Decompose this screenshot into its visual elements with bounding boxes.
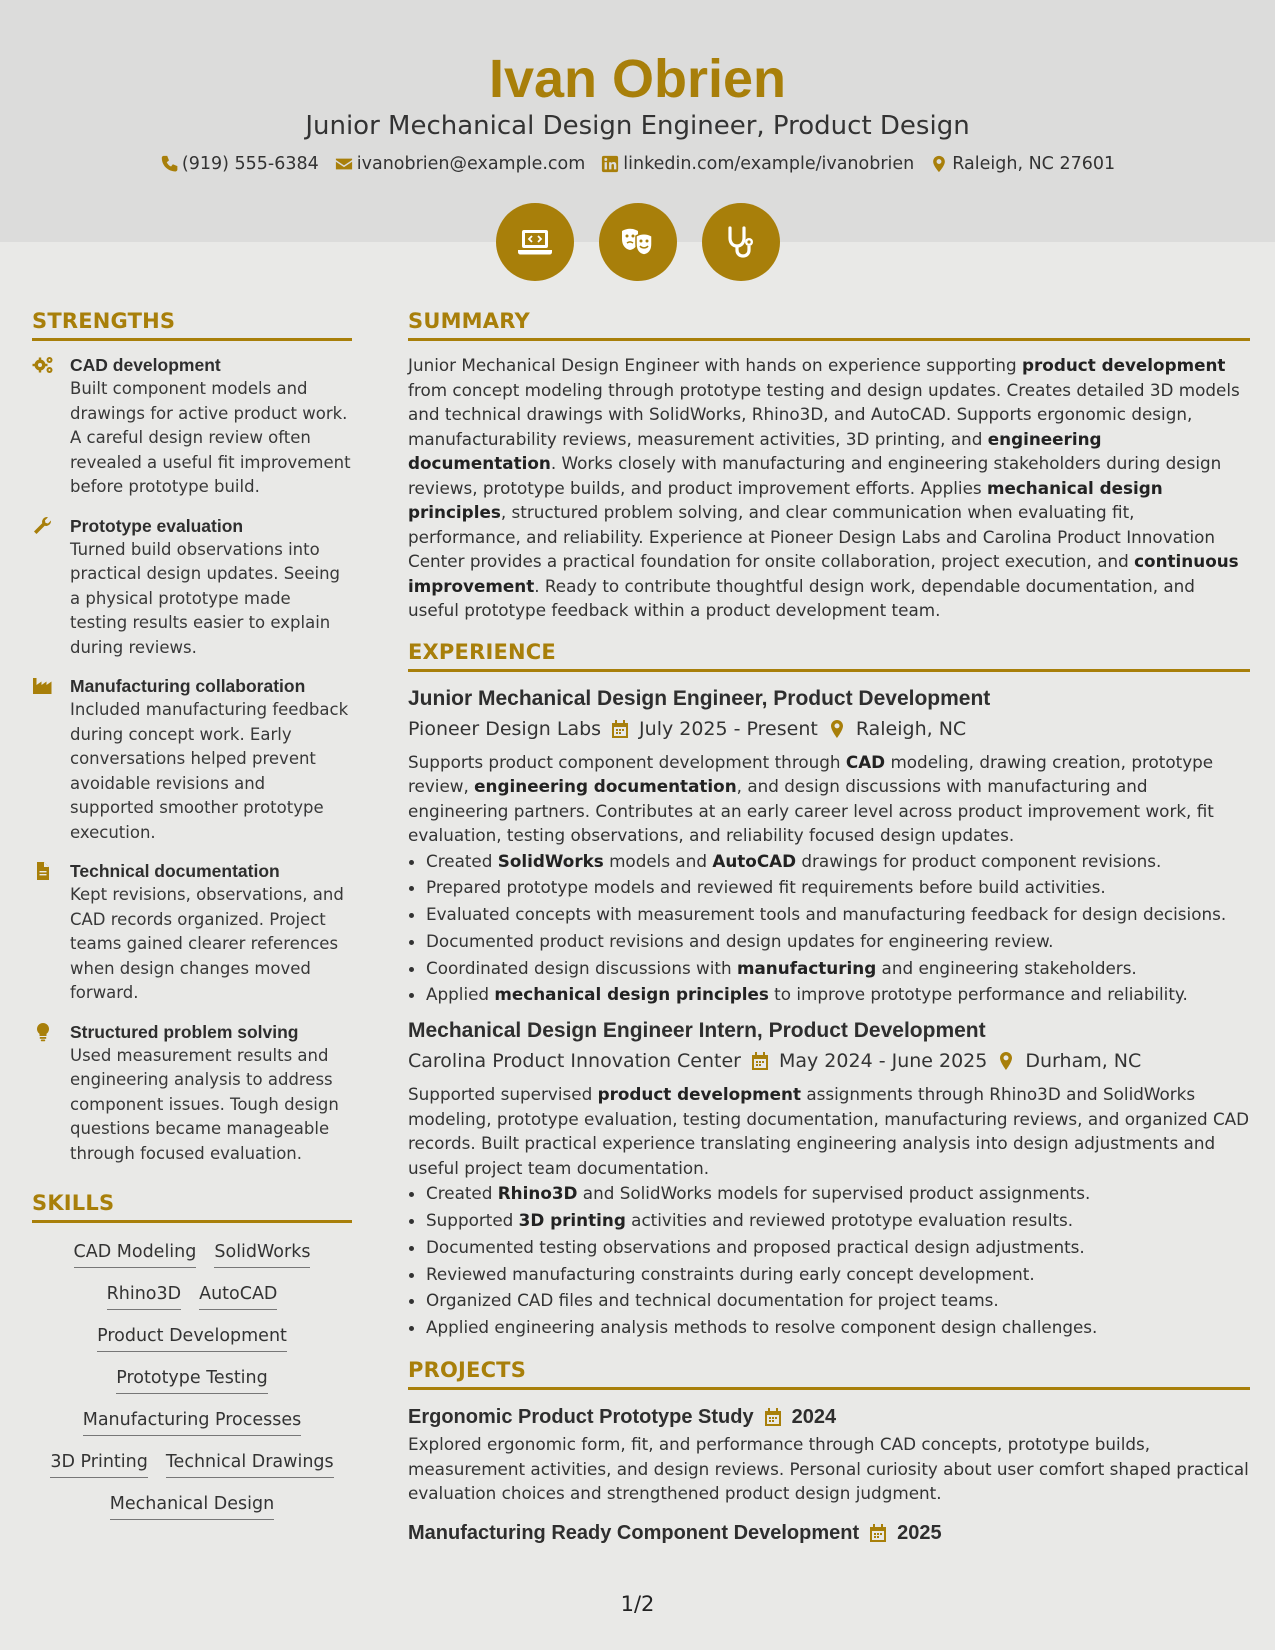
project-title-row: [408, 1518, 1250, 1548]
bullet-item: • Applied engineering analysis methods to resolve component design challenges.: [426, 1314, 1250, 1341]
skill-tag: SolidWorks: [214, 1239, 310, 1268]
job-meta: [408, 1046, 1250, 1076]
emphasis-text: manufacturing: [736, 957, 877, 978]
skill-tag: Mechanical Design: [110, 1491, 274, 1520]
bullet-item: • Applied mechanical design principles to improve prototype performance and reliability.: [426, 981, 1250, 1008]
emphasis-text: product development: [1022, 355, 1226, 375]
industry-icon: [32, 676, 54, 696]
strength-title: CAD development: [70, 355, 221, 375]
location-text: Raleigh, NC 27601: [952, 154, 1116, 174]
job-description: Supported supervised product development assignments through Rhino3D and SolidWorks modeling, prototype evaluation, testing documentation, manufacturing reviews, and organized CAD records. Built practical experience translating engineering analysis into design adjustments and useful project team documentation.: [408, 1084, 1250, 1178]
job-title: Junior Mechanical Design Engineer, Product Development: [408, 686, 991, 710]
skills-heading: SKILLS: [32, 1188, 352, 1223]
lightbulb-icon: [32, 1022, 54, 1042]
resume-header: [0, 0, 1275, 242]
email-text[interactable]: ivanobrien@example.com: [356, 154, 586, 174]
map-pin-icon: [997, 1051, 1015, 1071]
emphasis-text: Rhino3D: [497, 1183, 578, 1204]
job-bullets: [408, 1180, 1250, 1341]
project-title: Ergonomic Product Prototype Study: [408, 1406, 754, 1429]
bullet-item: • Documented product revisions and design updates for engineering review.: [426, 928, 1250, 955]
project-description: Explored ergonomic form, fit, and performance through CAD concepts, prototype builds, measurement activities, and design reviews. Personal curiosity about user comfort shaped practical evaluation choices and strengthened product design judgment.: [408, 1434, 1249, 1504]
summary-text: Junior Mechanical Design Engineer with hands on experience supporting product development from concept modeling through prototype testing and design updates. Creates detailed 3D models and technical drawings with SolidWorks, Rhino3D, and AutoCAD. Supports ergonomic design, manufacturability reviews, measurement activities, 3D printing, and engineering documentation. Works closely with manufacturing and engineering stakeholders during design reviews, prototype builds, and product improvement efforts. Applies mechanical design principles, structured problem solving, and clear communication when evaluating fit, performance, and reliability. Experience at Pioneer Design Labs and Carolina Product Innovation Center provides a practical foundation for onsite collaboration, project execution, and continuous improvement. Ready to contribute thoughtful design work, dependable documentation, and useful prototype feedback within a product development team.: [408, 355, 1240, 620]
strength-item: [32, 674, 352, 845]
job-dates: May 2024 - June 2025: [778, 1050, 988, 1073]
skill-tag: Product Development: [97, 1323, 287, 1352]
bullet-item: • Created SolidWorks models and AutoCAD drawings for product component revisions.: [426, 848, 1250, 875]
interest-badges: [0, 203, 1275, 281]
calendar-icon: [869, 1523, 887, 1543]
summary-heading: SUMMARY: [408, 306, 1250, 341]
calendar-icon: [764, 1407, 782, 1427]
strengths-heading: STRENGTHS: [32, 306, 352, 341]
strength-text: Turned build observations into practical design updates. Seeing a physical prototype made testing results easier to explain during reviews.: [70, 539, 341, 657]
experience-heading: EXPERIENCE: [408, 637, 1250, 672]
gears-icon: [32, 355, 54, 375]
project-year: 2025: [897, 1521, 942, 1544]
job-entry: [408, 684, 1250, 1009]
bullet-item: • Created Rhino3D and SolidWorks models for supervised product assignments.: [426, 1180, 1250, 1207]
emphasis-text: engineering documentation: [408, 428, 1102, 473]
bullet-item: • Reviewed manufacturing constraints during early concept development.: [426, 1261, 1250, 1288]
badge-stethoscope: [702, 203, 780, 281]
left-column: [32, 306, 352, 1520]
project-title-row: [408, 1402, 1250, 1432]
right-column: [408, 306, 1250, 1548]
strength-item: [32, 353, 352, 500]
map-pin-icon: [930, 155, 948, 173]
candidate-name: Ivan Obrien: [488, 49, 787, 109]
file-icon: [32, 861, 54, 881]
job-description: Supports product component development through CAD modeling, drawing creation, prototype review, engineering documentation, and design discussions with manufacturing and engineering partners. Contributes at an early career level across product improvement work, fit evaluation, testing observations, and reliability focused design updates.: [408, 751, 1214, 845]
linkedin-icon: [601, 155, 619, 173]
skill-tag: CAD Modeling: [74, 1239, 197, 1268]
project-title: Manufacturing Ready Component Development: [408, 1521, 860, 1544]
calendar-icon: [611, 719, 629, 739]
bullet-item: • Prepared prototype models and reviewed fit requirements before build activities.: [426, 874, 1250, 901]
projects-heading: PROJECTS: [408, 1355, 1250, 1390]
job-meta: [408, 714, 1250, 744]
strength-title: Prototype evaluation: [70, 515, 244, 536]
contact-bar: [0, 151, 1275, 177]
laptop-code-icon: [515, 222, 555, 262]
strength-text: Kept revisions, observations, and CAD records organized. Project teams gained clearer references when design changes moved forward.: [70, 885, 344, 1002]
job-location: Durham, NC: [1025, 1050, 1142, 1073]
emphasis-text: engineering documentation: [474, 776, 737, 796]
project-entry: [408, 1518, 1250, 1548]
strength-item: [32, 1020, 352, 1167]
strength-text: Built component models and drawings for active product work. A careful design review often revealed a useful fit improvement before prototype build.: [70, 379, 351, 496]
job-location: Raleigh, NC: [855, 717, 967, 740]
bullet-item: • Organized CAD files and technical documentation for project teams.: [426, 1287, 1250, 1314]
strength-text: Included manufacturing feedback during concept work. Early conversations helped prevent avoidable revisions and supported smoother prototype execution.: [70, 700, 349, 842]
skill-tag: AutoCAD: [199, 1281, 277, 1310]
emphasis-text: SolidWorks: [497, 850, 604, 871]
strength-title: Technical documentation: [70, 861, 280, 881]
bullet-item: • Supported 3D printing activities and reviewed prototype evaluation results.: [426, 1207, 1250, 1234]
phone-text: (919) 555-6384: [181, 154, 319, 174]
skill-tag: Technical Drawings: [166, 1449, 334, 1478]
phone-icon: [160, 155, 178, 173]
candidate-title: Junior Mechanical Design Engineer, Product Design: [305, 111, 970, 141]
linkedin-text[interactable]: linkedin.com/example/ivanobrien: [623, 154, 915, 174]
theater-masks-icon: [618, 222, 658, 262]
strength-item: [32, 859, 352, 1006]
project-entry: [408, 1402, 1250, 1506]
job-company: Pioneer Design Labs: [408, 717, 602, 740]
skill-tag: Prototype Testing: [116, 1365, 268, 1394]
page-number: 1/2: [620, 1592, 655, 1616]
contact-email[interactable]: [335, 151, 586, 177]
skill-tag: Rhino3D: [107, 1281, 182, 1310]
bullet-item: • Documented testing observations and proposed practical design adjustments.: [426, 1234, 1250, 1261]
calendar-icon: [751, 1051, 769, 1071]
bullet-item: • Evaluated concepts with measurement tools and manufacturing feedback for design decisions.: [426, 901, 1250, 928]
envelope-icon: [335, 155, 353, 173]
job-bullets: [408, 848, 1250, 1009]
map-pin-icon: [828, 719, 846, 739]
badge-masks: [599, 203, 677, 281]
strength-item: [32, 514, 352, 661]
contact-linkedin[interactable]: [601, 151, 914, 177]
strength-title: Structured problem solving: [70, 1021, 299, 1042]
job-entry: [408, 1016, 1250, 1341]
emphasis-text: AutoCAD: [712, 850, 797, 871]
wrench-icon: [32, 516, 54, 536]
emphasis-text: product development: [597, 1084, 801, 1105]
project-year: 2024: [791, 1406, 837, 1429]
emphasis-text: mechanical design principles: [408, 477, 1163, 522]
skill-tag: 3D Printing: [50, 1449, 148, 1478]
contact-location: [930, 151, 1115, 177]
strength-title: Manufacturing collaboration: [70, 676, 306, 696]
contact-phone: [160, 151, 319, 177]
skills-section: [32, 1188, 352, 1520]
strength-text: Used measurement results and engineering analysis to address component issues. Tough design questions became manageable through focused evaluation.: [70, 1045, 339, 1163]
bullet-item: • Coordinated design discussions with manufacturing and engineering stakeholders.: [426, 955, 1250, 982]
emphasis-text: CAD: [845, 751, 886, 772]
job-company: Carolina Product Innovation Center: [408, 1050, 741, 1073]
emphasis-text: continuous improvement: [408, 551, 1239, 596]
emphasis-text: mechanical design principles: [494, 984, 769, 1005]
job-title: Mechanical Design Engineer Intern, Product Development: [408, 1019, 986, 1043]
badge-laptop-code: [496, 203, 574, 281]
stethoscope-icon: [721, 222, 761, 262]
job-dates: July 2025 - Present: [639, 717, 818, 740]
emphasis-text: 3D printing: [518, 1210, 626, 1231]
skill-tag: Manufacturing Processes: [83, 1407, 302, 1436]
